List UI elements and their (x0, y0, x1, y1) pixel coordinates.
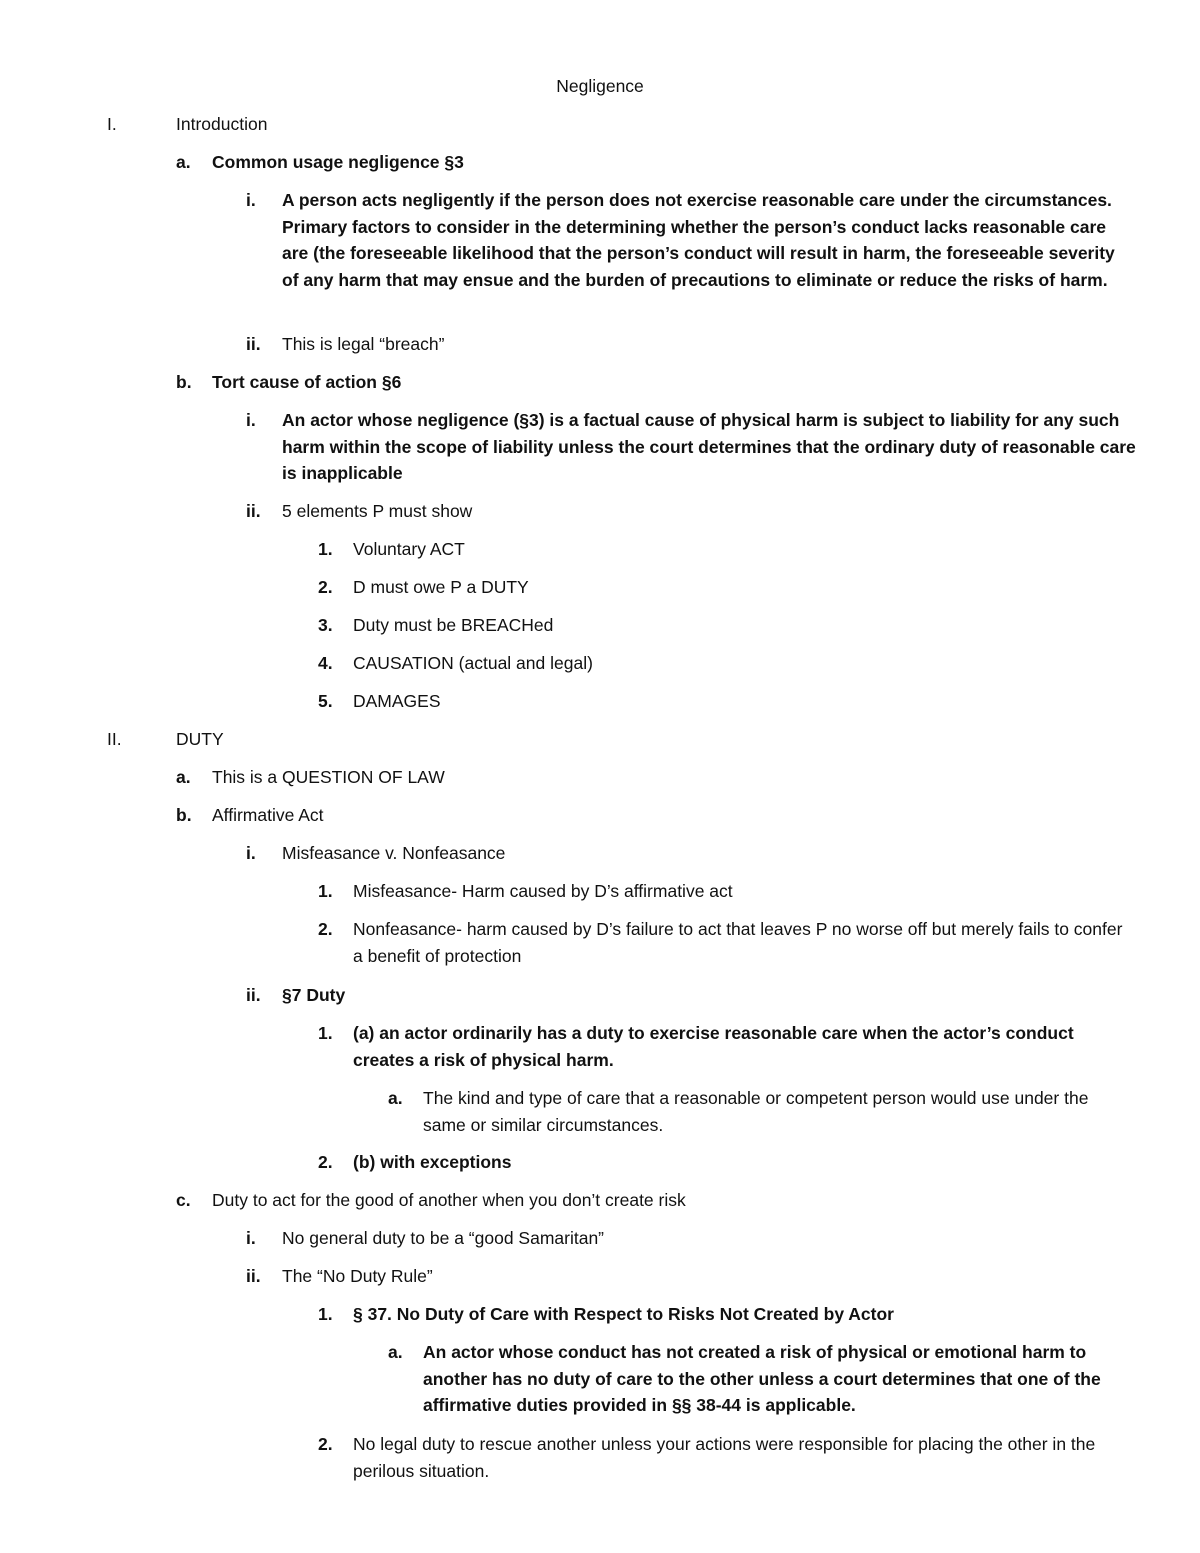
outline-text: An actor whose negligence (§3) is a factual cause of physical harm is subject to liability for any such harm within the scope of liability unless the court determines that the ordinary duty of reasonable care is inapplicable (282, 410, 1136, 483)
outline-text: Introduction (176, 114, 268, 134)
outline-marker: a. (388, 1088, 403, 1108)
outline-marker: ii. (246, 985, 261, 1005)
outline-item (176, 1187, 1136, 1214)
outline-item (246, 498, 1136, 525)
outline-text: An actor whose conduct has not created a risk of physical or emotional harm to another has no duty of care to the other unless a court determines that one of the affirmative duties provided in §§ 38-44 is applicable. (423, 1342, 1101, 1415)
outline-item (176, 764, 1136, 791)
outline-item (246, 840, 1136, 867)
outline-marker: i. (246, 1228, 256, 1248)
outline-text: (b) with exceptions (353, 1152, 512, 1172)
outline-text: § 37. No Duty of Care with Respect to Risks Not Created by Actor (353, 1304, 894, 1324)
outline-marker: i. (246, 410, 256, 430)
outline-marker: 2. (318, 1434, 333, 1454)
outline-item (318, 650, 1130, 677)
outline-item (318, 1020, 1130, 1073)
outline-text: CAUSATION (actual and legal) (353, 653, 593, 673)
outline-item (176, 802, 1136, 829)
outline-marker: 3. (318, 615, 333, 635)
outline-marker: I. (107, 114, 117, 134)
outline-item (318, 574, 1130, 601)
outline-text: Misfeasance v. Nonfeasance (282, 843, 506, 863)
outline-marker: ii. (246, 501, 261, 521)
outline-marker: 1. (318, 1023, 333, 1043)
outline-item (107, 111, 1107, 138)
outline-text: Duty must be BREACHed (353, 615, 554, 635)
outline-item (246, 331, 1136, 358)
outline-text: The kind and type of care that a reasonable or competent person would use under the same or similar circumstances. (423, 1088, 1089, 1135)
outline-text: Affirmative Act (212, 805, 324, 825)
outline-text: The “No Duty Rule” (282, 1266, 433, 1286)
outline-item (318, 1301, 1130, 1328)
outline-marker: 1. (318, 881, 333, 901)
outline-item (318, 1149, 1130, 1176)
outline-marker: i. (246, 843, 256, 863)
outline-item (246, 187, 1136, 293)
outline-marker: 5. (318, 691, 333, 711)
outline-item (107, 726, 1107, 753)
outline-marker: c. (176, 1190, 191, 1210)
outline-text: No legal duty to rescue another unless your actions were responsible for placing the other in the perilous situation. (353, 1434, 1096, 1481)
outline-marker: a. (176, 152, 191, 172)
outline-text: This is a QUESTION OF LAW (212, 767, 445, 787)
outline-marker: i. (246, 190, 256, 210)
outline-text: This is legal “breach” (282, 334, 445, 354)
outline-marker: II. (107, 729, 122, 749)
outline-marker: 1. (318, 1304, 333, 1324)
outline-item (388, 1085, 1118, 1138)
outline-marker: ii. (246, 1266, 261, 1286)
outline-item (246, 1263, 1136, 1290)
outline-item (318, 916, 1130, 969)
outline-text: D must owe P a DUTY (353, 577, 529, 597)
outline-item (246, 407, 1136, 487)
outline-marker: a. (388, 1342, 403, 1362)
outline-text: DAMAGES (353, 691, 441, 711)
outline-item (388, 1339, 1118, 1419)
outline-text: No general duty to be a “good Samaritan” (282, 1228, 604, 1248)
outline-text: (a) an actor ordinarily has a duty to exercise reasonable care when the actor’s conduct creates a risk of physical harm. (353, 1023, 1074, 1070)
outline-item (246, 1225, 1136, 1252)
outline-marker: 2. (318, 577, 333, 597)
outline-item (318, 688, 1130, 715)
outline-text: 5 elements P must show (282, 501, 473, 521)
outline-text: §7 Duty (282, 985, 346, 1005)
outline-marker: 2. (318, 1152, 333, 1172)
outline-item (318, 536, 1130, 563)
outline-marker: b. (176, 372, 192, 392)
outline-item (318, 1431, 1130, 1484)
outline-text: Nonfeasance- harm caused by D’s failure to act that leaves P no worse off but merely fails to confer a benefit of protection (353, 919, 1123, 966)
outline-marker: b. (176, 805, 192, 825)
outline-item (176, 369, 1136, 396)
outline-item (176, 149, 1136, 176)
outline-marker: ii. (246, 334, 261, 354)
document-title: Negligence (556, 76, 644, 96)
outline-text: Common usage negligence §3 (212, 152, 464, 172)
outline-marker: a. (176, 767, 191, 787)
outline-text: Duty to act for the good of another when you don’t create risk (212, 1190, 686, 1210)
outline-text: DUTY (176, 729, 224, 749)
outline-text: Voluntary ACT (353, 539, 465, 559)
outline-marker: 2. (318, 919, 333, 939)
outline-marker: 4. (318, 653, 333, 673)
outline-marker: 1. (318, 539, 333, 559)
outline-text: Misfeasance- Harm caused by D’s affirmative act (353, 881, 733, 901)
outline-item (318, 878, 1130, 905)
outline-text: A person acts negligently if the person does not exercise reasonable care under the circumstances. Primary factors to consider in the determining whether the person’s conduct lacks reasonable care are (the foreseeable likelihood that the person’s conduct will result in harm, the foreseeable severity of any harm that may ensue and the burden of precautions to eliminate or reduce the risks of harm. (282, 190, 1115, 290)
outline-item (246, 982, 1136, 1009)
outline-item (318, 612, 1130, 639)
outline-text: Tort cause of action §6 (212, 372, 402, 392)
